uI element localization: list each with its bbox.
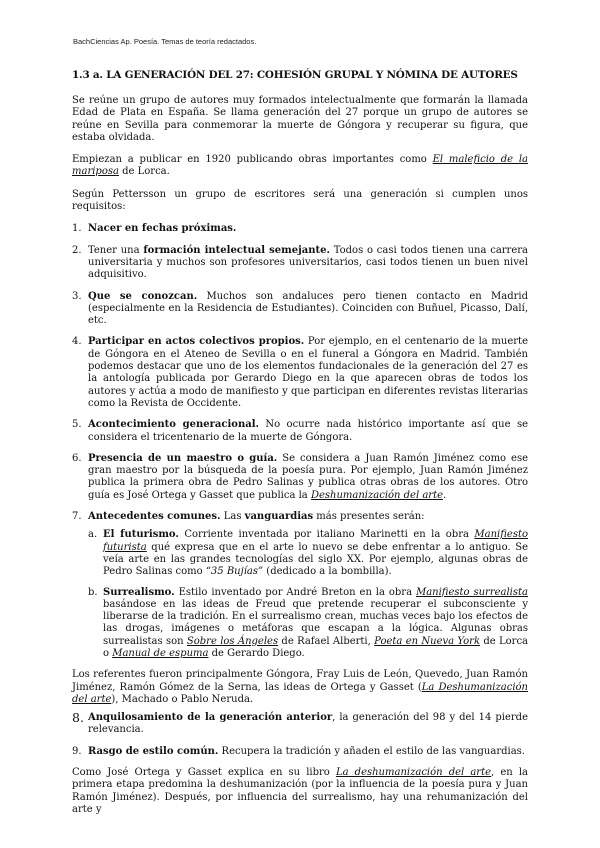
referents-paragraph: Los referentes fueron principalmente Góngora, Fray Luis de León, Quevedo, Juan Ramón Jiménez, Ramón Gómez de la Serna, las ideas de Ortega y Gasset (La Deshumanización del arte), Machado o Pablo Neruda. — [72, 669, 528, 705]
sub-list-item: b. Surrealismo. Estilo inventado por André Breton en la obra Manifiesto surrealista basándose en las ideas de Freud que pretende recuperar el subconsciente y liberarse de la tradición. En el surrealismo crean, muchas veces bajo los efectos de las drogas, imágenes o metáforas que escapan a la lógica. Algunas obras surrealistas son Sobre los Ángeles de Rafael Alberti, Poeta en Nueva York de Lorca o Manual de espuma de Gerardo Diego. — [88, 586, 529, 659]
work-title: Manifiesto surrealista — [415, 586, 528, 598]
work-title: Poeta en Nueva York — [374, 635, 481, 647]
list-item: 4. Participar en actos colectivos propios. Por ejemplo, en el centenario de la muerte de Góngora en el Ateneo de Sevilla o en el funeral a Góngora en Madrid. También podemos destacar que uno de los elementos fundacionales de la generación del 27 es la antología publicada por Gerardo Diego en la que aparecen obras de todos los autores y actúa a modo de manifiesto y que participan en diferentes revistas literarias como la Revista de Occidente. — [72, 336, 528, 409]
list-item: 6. Presencia de un maestro o guía. Se considera a Juan Ramón Jiménez como ese gran maestro por la búsqueda de la poesía pura. Por ejemplo, Juan Ramón Jiménez publica la primera obra de Pedro Salinas y publica otras obras de los autores. Otro guía es José Ortega y Gasset que publica la Deshumanización del arte. — [72, 452, 528, 501]
intro-paragraph-1: Se reúne un grupo de autores muy formados intelectualmente que formarán la llamada Edad de Plata en España. Se llama generación del 27 porque un grupo de autores se reúne en Sevilla para conmemorar la muerte de Góngora y recuperar su figura, que estaba olvidada. — [72, 95, 528, 143]
work-title: Manual de espuma — [112, 647, 209, 659]
list-item: 7. Antecedentes comunes. Las vanguardias más presentes serán: a. El futurismo. Corriente inventada por italiano Marinetti en la obra Manifiesto futurista qué expresa que en el arte lo nuevo se debe enfrentar a lo antiguo. Se veía arte en las grandes tecnologías del siglo XX. Por ejemplo, algunas obras de Pedro Salinas como “35 Bujías” (dedicado a la bombilla). b. Surrealismo. Estilo inventado por André Breton en la obra Manifiesto surrealista basándose en las ideas de Freud que pretende recuperar el subconsciente y liberarse de la tradición. En el surrealismo crean, muchas veces bajo los efectos de las drogas, imágenes o metáforas que escapan a la lógica. Algunas obras surrealistas son Sobre los Ángeles de Rafael Alberti, Poeta en Nueva York de Lorca o Manual de espuma de Gerardo Diego. — [72, 511, 529, 659]
sub-list — [88, 529, 528, 660]
work-title: Sobre los Ángeles — [186, 635, 279, 647]
work-title: El maleficio de la mariposa — [72, 154, 528, 178]
work-title: La deshumanización del arte — [335, 767, 492, 779]
list-item: 9. Rasgo de estilo común. Recupera la tradición y añaden el estilo de las vanguardias. — [72, 745, 525, 757]
intro-paragraph-3: Según Pettersson un grupo de escritores será una generación si cumplen unos requisitos: — [72, 188, 528, 213]
document-body — [72, 69, 528, 826]
requirements-list — [72, 223, 528, 758]
list-item: 3. Que se conozcan. Muchos son andaluces pero tienen contacto en Madrid (especialmente en la Residencia de Estudiantes). Coinciden con Buñuel, Picasso, Dalí, etc. — [72, 290, 529, 327]
intro-paragraph-2: Empiezan a publicar en 1920 publicando obras importantes como El maleficio de la mariposa de Lorca. — [72, 154, 528, 178]
work-title: La Deshumanización del arte — [72, 681, 528, 705]
work-title: Manifiesto futurista — [103, 529, 528, 553]
list-item: 5. Acontecimiento generacional. No ocurre nada histórico importante así que se considera el tricentenario de la muerte de Góngora. — [72, 419, 528, 443]
list-item: 1. Nacer en fechas próximas. — [72, 223, 237, 235]
list-item: 2. Tener una formación intelectual semejante. Todos o casi todos tienen una carrera universitaria y muchos son profesores universitarios, casi todos tienen un buen nivel adquisitivo. — [72, 244, 528, 281]
section-title: 1.3 a. LA GENERACIÓN DEL 27: COHESIÓN GRUPAL Y NÓMINA DE AUTORES — [72, 69, 518, 81]
page-header: BachCiencias Ap. Poesía. Temas de teoría redactados. — [73, 37, 257, 46]
list-item: 8. Anquilosamiento de la generación anterior, la generación del 98 y del 14 pierde relevancia. — [72, 710, 528, 736]
closing-paragraph: Como José Ortega y Gasset explica en su libro La deshumanización del arte, en la primera etapa predomina la deshumanización (por la influencia de la poesía pura y Juan Ramón Jiménez). Después, por influencia del surrealismo, hay una rehumanización del arte y — [72, 767, 528, 815]
sub-list-item: a. El futurismo. Corriente inventada por italiano Marinetti en la obra Manifiesto futurista qué expresa que en el arte lo nuevo se debe enfrentar a lo antiguo. Se veía arte en las grandes tecnologías del siglo XX. Por ejemplo, algunas obras de Pedro Salinas como “35 Bujías” (dedicado a la bombilla). — [88, 529, 528, 578]
work-title: Deshumanización del arte — [310, 489, 444, 501]
